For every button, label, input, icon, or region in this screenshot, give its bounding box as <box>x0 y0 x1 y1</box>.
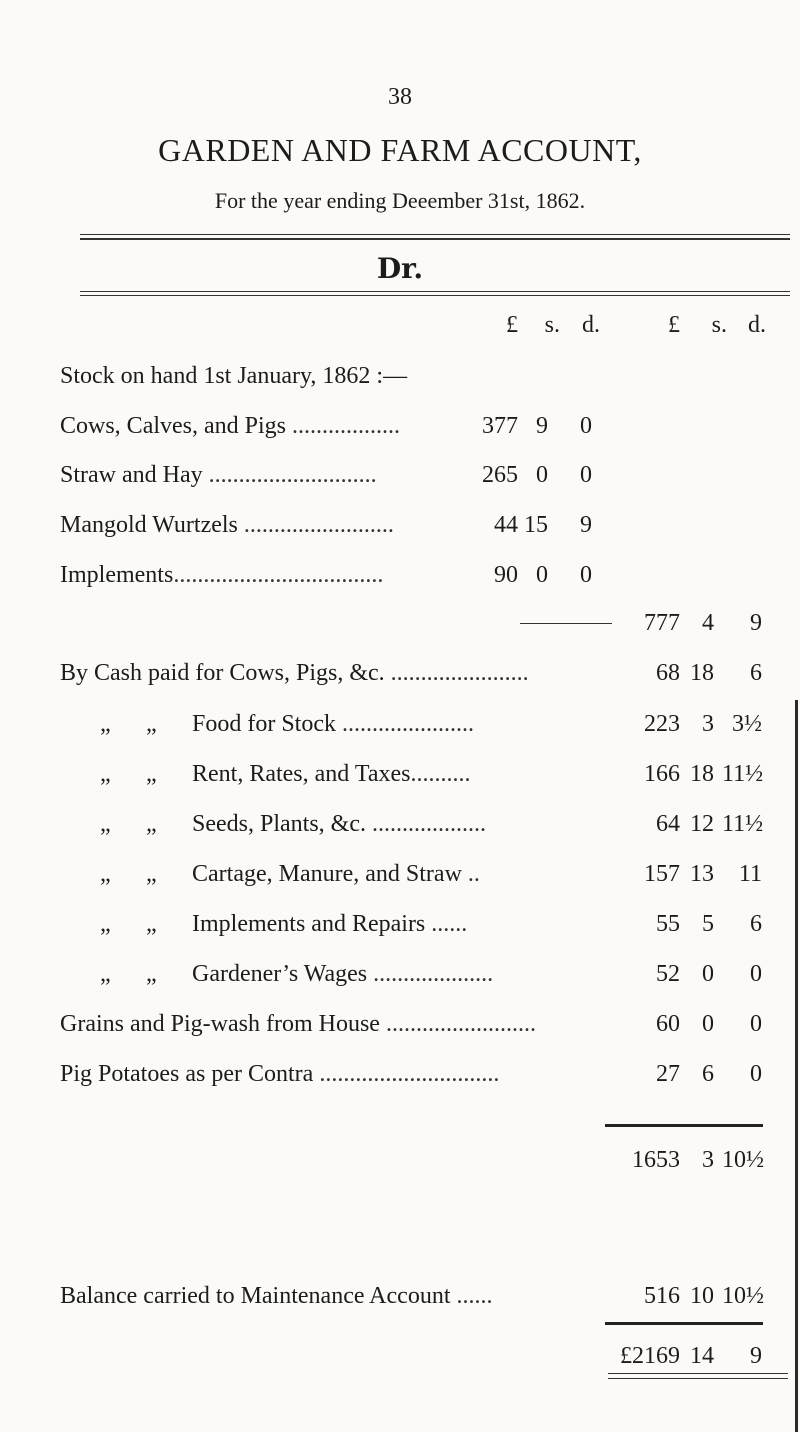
payment-pounds: 52 <box>656 961 680 987</box>
other-pence: 0 <box>750 1011 762 1037</box>
payment-pounds: 157 <box>644 861 680 887</box>
other-shillings: 0 <box>702 1011 714 1037</box>
stock-pence: 0 <box>580 462 592 488</box>
other-pence: 0 <box>750 1061 762 1087</box>
payment-pence: 11 <box>738 861 762 887</box>
stock-label: Straw and Hay <box>60 462 203 488</box>
leader-dots: .................... <box>367 961 494 987</box>
balance-label: Balance carried to Maintenance Account <box>60 1283 451 1309</box>
stock-label: Cows, Calves, and Pigs <box>60 413 287 439</box>
stock-heading: Stock on hand 1st January, 1862 :— <box>60 363 408 389</box>
col2-pence-header: d. <box>748 312 766 338</box>
other-pounds: 27 <box>656 1061 680 1087</box>
ditto-mark: „ <box>146 861 157 887</box>
payment-shillings: 0 <box>702 961 714 987</box>
other-label: Grains and Pig-wash from House <box>60 1011 380 1037</box>
payment-label: Food for Stock <box>192 711 336 737</box>
subtotal-pounds: 1653 <box>632 1147 680 1173</box>
stock-pounds: 90 <box>494 562 518 588</box>
closing-rule-double <box>608 1378 788 1379</box>
payment-label: Cartage, Manure, and Straw <box>192 861 462 887</box>
leader-dots: ................... <box>366 811 486 837</box>
leader-dots: .................. <box>286 413 401 439</box>
other-label: Pig Potatoes as per Contra <box>60 1061 314 1087</box>
ditto-mark: „ <box>100 911 111 937</box>
payment-shillings: 13 <box>690 861 714 887</box>
ditto-mark: „ <box>146 711 157 737</box>
balance-shillings: 10 <box>690 1283 714 1309</box>
other-shillings: 6 <box>702 1061 714 1087</box>
debit-heading: Dr. <box>376 252 424 285</box>
col2-shillings-header: s. <box>711 312 727 338</box>
stock-pounds: 265 <box>482 462 518 488</box>
payment-pounds: 55 <box>656 911 680 937</box>
stock-label: Implements <box>60 562 174 588</box>
payment-shillings: 18 <box>690 761 714 787</box>
leader-dots: .......... <box>410 761 471 787</box>
payment-shillings: 18 <box>690 660 714 686</box>
stock-shillings: 15 <box>524 512 548 538</box>
payment-shillings: 3 <box>702 711 714 737</box>
ditto-mark: „ <box>100 811 111 837</box>
ditto-mark: „ <box>100 861 111 887</box>
payment-pounds: 166 <box>644 761 680 787</box>
balance-pence: 10½ <box>722 1283 764 1309</box>
stock-shillings: 0 <box>536 562 548 588</box>
ditto-mark: „ <box>146 811 157 837</box>
top-rule <box>80 234 790 235</box>
payment-pence: 0 <box>750 961 762 987</box>
payment-shillings: 12 <box>690 811 714 837</box>
stock-total-pence: 9 <box>750 610 762 636</box>
page-edge <box>795 700 798 1432</box>
other-pounds: 60 <box>656 1011 680 1037</box>
col2-pounds-header: £ <box>668 312 680 338</box>
stock-pence: 0 <box>580 413 592 439</box>
leader-dots: ...... <box>425 911 468 937</box>
grand-total-rule <box>605 1322 763 1325</box>
stock-pounds: 377 <box>482 413 518 439</box>
payment-label: Implements and Repairs <box>192 911 426 937</box>
col1-pounds-header: £ <box>506 312 518 338</box>
payment-pence: 11½ <box>722 761 764 787</box>
stock-shillings: 0 <box>536 462 548 488</box>
payment-label: Gardener’s Wages <box>192 961 368 987</box>
grand-total-pounds: £2169 <box>620 1343 680 1369</box>
ditto-mark: „ <box>146 961 157 987</box>
leader-dots: ...................... <box>336 711 474 737</box>
closing-rule <box>608 1373 788 1374</box>
leader-dots: .. <box>461 861 480 887</box>
payment-label: Seeds, Plants, &c. <box>192 811 366 837</box>
page-number: 38 <box>388 84 412 110</box>
leader-dots: ....................... <box>384 660 529 686</box>
balance-pounds: 516 <box>644 1283 680 1309</box>
payment-label: Cows, Pigs, &c. <box>229 660 385 686</box>
payment-label: Rent, Rates, and Taxes <box>192 761 411 787</box>
subtotal-rule <box>605 1124 763 1127</box>
payment-pence: 6 <box>750 911 762 937</box>
payment-pence: 11½ <box>722 811 764 837</box>
ditto-mark: „ <box>100 961 111 987</box>
grand-total-shillings: 14 <box>690 1343 714 1369</box>
top-rule-double <box>80 238 790 240</box>
payment-pence: 6 <box>750 660 762 686</box>
stock-total-pounds: 777 <box>644 610 680 636</box>
ditto-mark: „ <box>100 711 111 737</box>
col1-shillings-header: s. <box>544 312 560 338</box>
leader-dots: ............................ <box>202 462 377 488</box>
ditto-mark: „ <box>146 911 157 937</box>
account-subtitle: For the year ending Deeember 31st, 1862. <box>214 188 586 213</box>
payment-pounds: 223 <box>644 711 680 737</box>
payment-pounds: 64 <box>656 811 680 837</box>
leader-dots: ...... <box>450 1283 493 1309</box>
leader-dots: .............................. <box>313 1061 500 1087</box>
subtotal-shillings: 3 <box>702 1147 714 1173</box>
ditto-mark: „ <box>100 761 111 787</box>
heading-rule-double <box>80 295 790 296</box>
stock-total-rule <box>520 623 612 624</box>
stock-pence: 9 <box>580 512 592 538</box>
grand-total-pence: 9 <box>750 1343 762 1369</box>
payment-pounds: 68 <box>656 660 680 686</box>
ditto-mark: „ <box>146 761 157 787</box>
heading-rule <box>80 291 790 292</box>
stock-pence: 0 <box>580 562 592 588</box>
stock-pounds: 44 <box>494 512 518 538</box>
stock-total-shillings: 4 <box>702 610 714 636</box>
account-title: GARDEN AND FARM ACCOUNT, <box>158 132 642 168</box>
stock-shillings: 9 <box>536 413 548 439</box>
col1-pence-header: d. <box>582 312 600 338</box>
subtotal-pence: 10½ <box>722 1147 764 1173</box>
payment-shillings: 5 <box>702 911 714 937</box>
stock-label: Mangold Wurtzels <box>60 512 238 538</box>
leader-dots: ................................... <box>173 562 384 588</box>
payment-prefix: By Cash paid for <box>60 660 224 686</box>
leader-dots: ......................... <box>237 512 394 538</box>
payment-pence: 3½ <box>732 711 762 737</box>
leader-dots: ......................... <box>379 1011 536 1037</box>
